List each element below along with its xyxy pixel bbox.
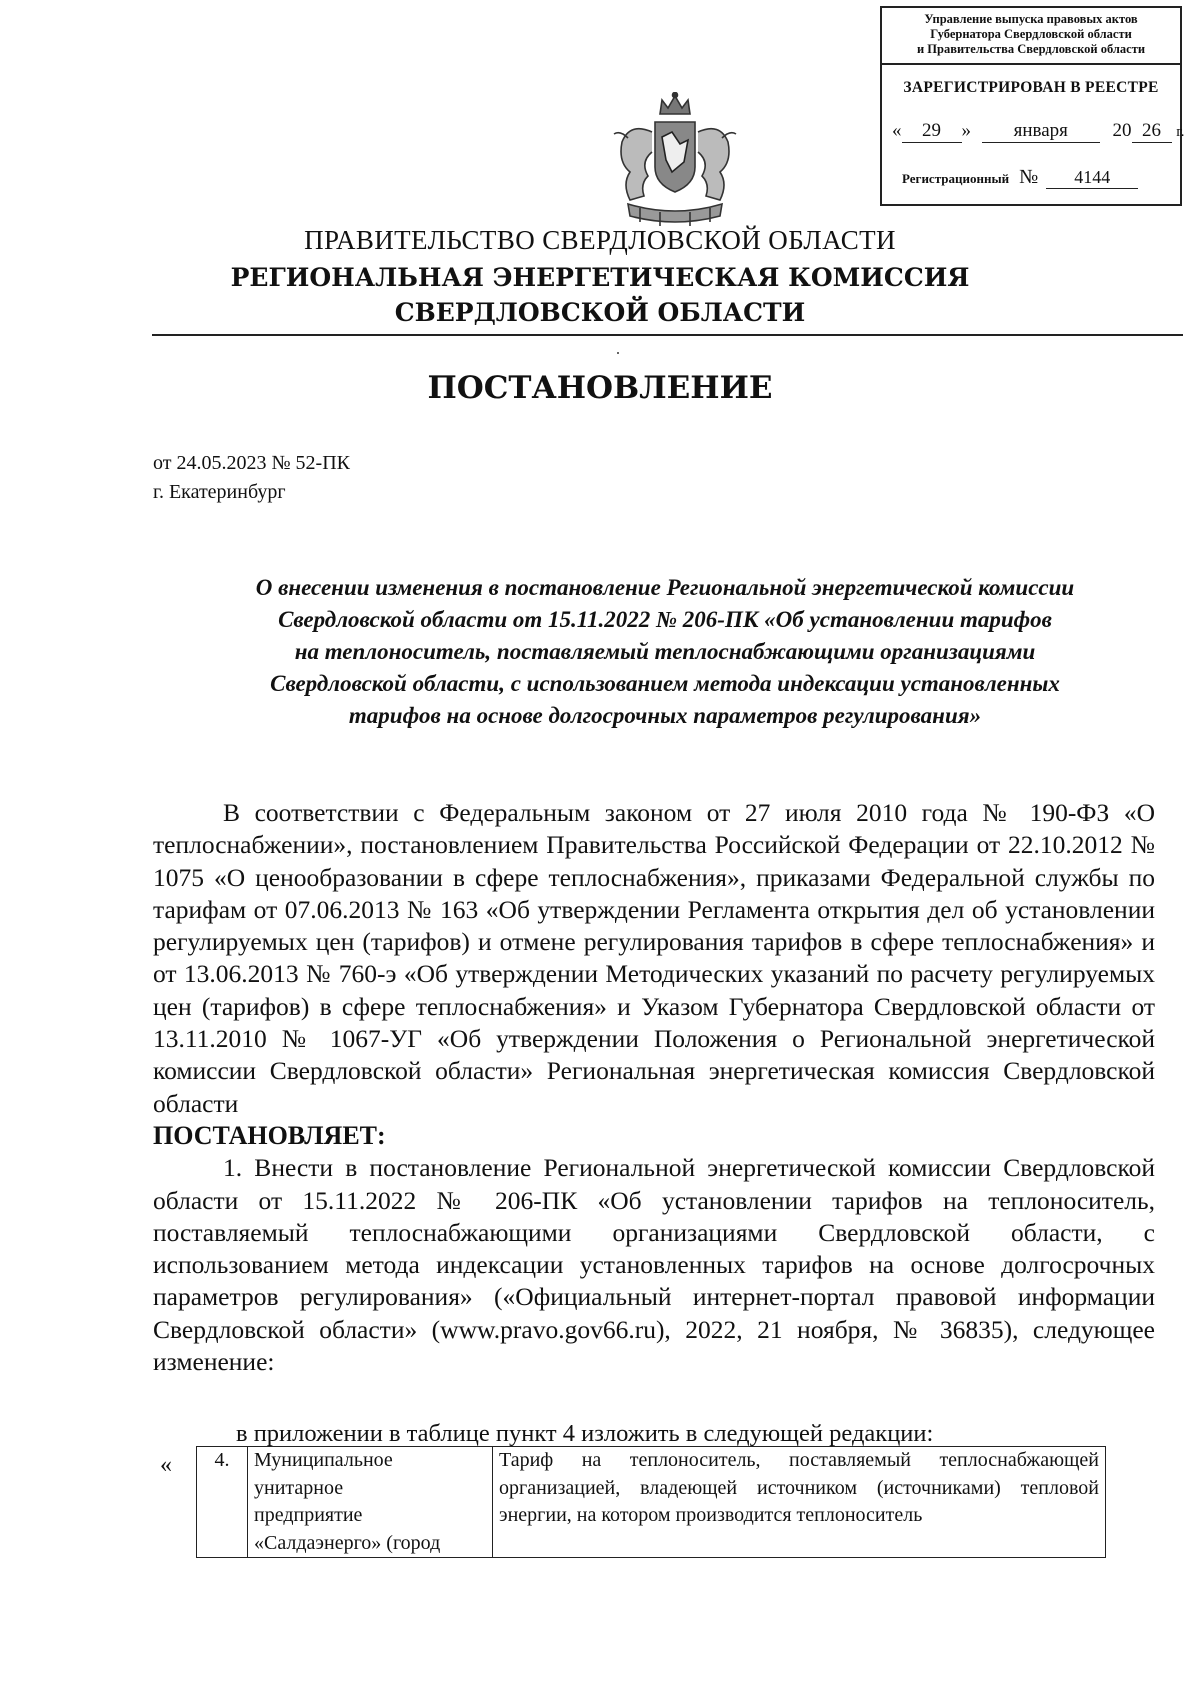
document-city: г. Екатеринбург — [153, 481, 286, 503]
table-instruction: в приложении в таблице пункт 4 изложить в следующей редакции: — [236, 1420, 934, 1447]
document-body — [153, 797, 1155, 1378]
preamble-paragraph: В соответствии с Федеральным законом от 27 июля 2010 года № 190-ФЗ «О теплоснабжении», постановлением Правительства Российской Федерации от 22.10.2012 № 1075 «О ценообразовании в сфере теплоснабжения», приказами Федеральной службы по тарифам от 07.06.2013 № 163 «Об утверждении Регламента открытия дел об установлении регулируемых цен (тарифов) и отмене регулирования тарифов в сфере теплоснабжения» и от 13.06.2013 № 760-э «Об утверждении Методических указаний по расчету регулируемых цен (тарифов) в сфере теплоснабжения» и Указом Губернатора Свердловской области от 13.11.2010 № 1067-УГ «Об утверждении Положения о Региональной энергетической комиссии Свердловской области» Региональная энергетическая комиссия Свердловской области — [153, 798, 1155, 1118]
stamp-year-suffix: 26 — [1132, 120, 1172, 143]
subject-line: О внесении изменения в постановление Региональной энергетической комиссии — [255, 575, 1075, 600]
stamp-registered: ЗАРЕГИСТРИРОВАН В РЕЕСТРЕ — [903, 79, 1159, 96]
subject-line: Свердловской области, с использованием метода индексации установленных — [270, 671, 1060, 696]
commission-name-line2: СВЕРДЛОВСКОЙ ОБЛАСТИ — [394, 298, 806, 327]
stamp-header-line: Управление выпуска правовых актов — [924, 12, 1138, 26]
header-divider — [152, 334, 1183, 336]
row-number-cell: 4. — [197, 1447, 248, 1558]
stamp-header-line: и Правительства Свердловской области — [916, 42, 1146, 56]
stamp-date — [892, 120, 1184, 143]
organization-line: «Салдаэнерго» (город — [254, 1531, 441, 1554]
stamp-header-line: Губернатора Свердловской области — [930, 27, 1132, 41]
coat-of-arms-icon — [600, 92, 750, 232]
government-name: ПРАВИТЕЛЬСТВО СВЕРДЛОВСКОЙ ОБЛАСТИ — [304, 225, 896, 255]
organization-line: унитарное — [254, 1476, 344, 1499]
scan-speck — [617, 352, 619, 354]
document-subject — [150, 572, 1180, 732]
subject-line: Свердловской области от 15.11.2022 № 206-ПК «Об установлении тарифов — [278, 607, 1052, 632]
item-1-paragraph: 1. Внести в постановление Региональной энергетической комиссии Свердловской области от 15.11.2022 № 206-ПК «Об установлении тарифов на теплоноситель, поставляемый теплоснабжающими организациями Свердловской области, с использованием метода индексации установленных тарифов на основе долгосрочных параметров регулирования» («Официальный интернет-портал правовой информации Свердловской области» (www.pravo.gov66.ru), 2022, 21 ноября, № 36835), следующее изменение: — [153, 1153, 1155, 1377]
quote-close: » — [961, 120, 971, 141]
subject-line: тарифов на основе долгосрочных параметров регулирования» — [348, 703, 982, 728]
tariff-table — [196, 1446, 1106, 1558]
commission-name-line1: РЕГИОНАЛЬНАЯ ЭНЕРГЕТИЧЕСКАЯ КОМИССИЯ — [230, 263, 970, 292]
stamp-day: 29 — [902, 120, 962, 143]
stamp-header — [882, 8, 1180, 65]
subject-line: на теплоноситель, поставляемый теплоснабжающими организациями — [294, 639, 1036, 664]
stamp-year-prefix: 20 — [1112, 120, 1132, 141]
stamp-reg-label: Регистрационный — [902, 171, 1010, 186]
stamp-month: января — [982, 120, 1100, 143]
stamp-reg-number — [902, 166, 1138, 189]
table-opening-quote: « — [160, 1452, 172, 1478]
stamp-reg-value: 4144 — [1046, 167, 1138, 189]
organization-cell — [248, 1447, 493, 1558]
number-sign: № — [1019, 166, 1039, 188]
table-row — [197, 1447, 1106, 1558]
tariff-description-cell: Тариф на теплоноситель, поставляемый теплоснабжающей организацией, владеющей источником (источниками) тепловой энергии, на котором производится теплоноситель — [493, 1447, 1106, 1558]
stamp-year-unit: г. — [1176, 124, 1185, 140]
decree-word: ПОСТАНОВЛЯЕТ: — [153, 1120, 386, 1150]
organization-line: предприятие — [254, 1504, 363, 1526]
document-type: ПОСТАНОВЛЕНИЕ — [427, 370, 773, 406]
document-date-number: от 24.05.2023 № 52-ПК — [153, 452, 351, 474]
registration-stamp — [880, 6, 1185, 206]
organization-line: Муниципальное — [254, 1449, 393, 1471]
quote-open: « — [892, 120, 902, 141]
